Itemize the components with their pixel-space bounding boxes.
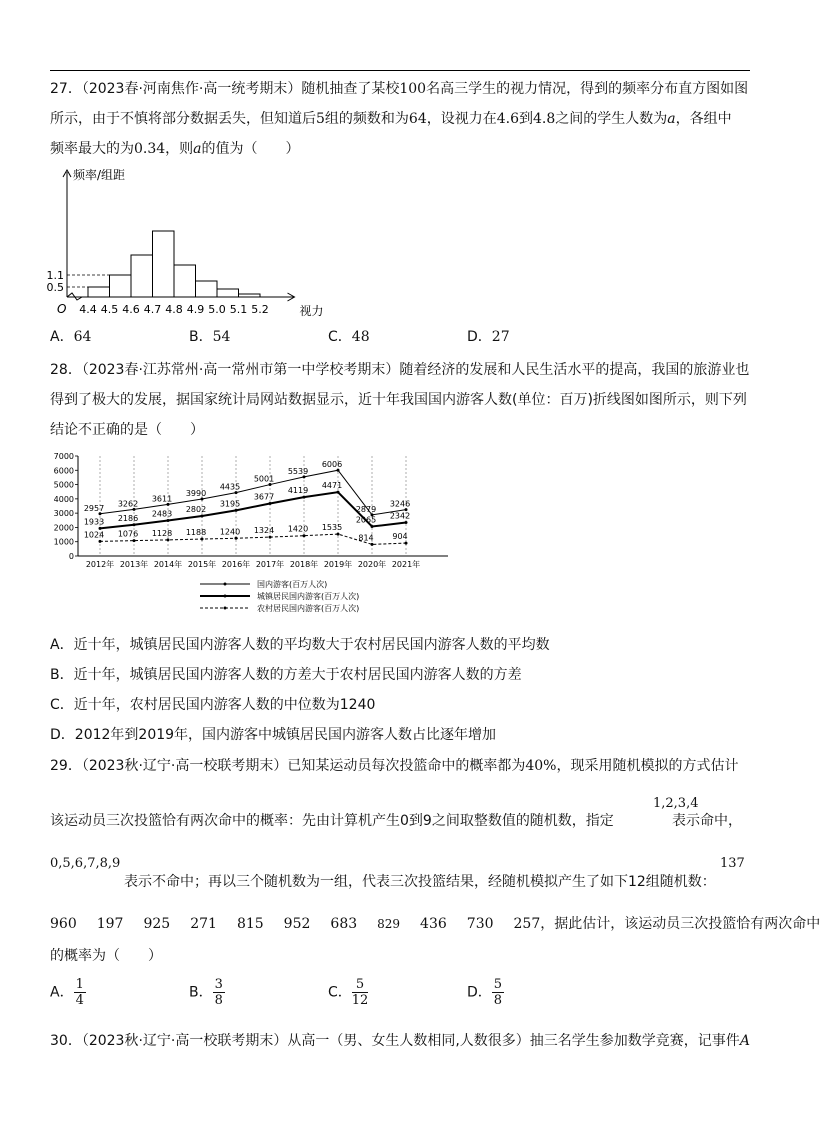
- q29-line-3: 表示不命中；再以三个随机数为一组，代表三次投篮结果，经随机模拟产生了如下12组随机数：: [124, 874, 716, 890]
- q29-line-4: [50, 913, 820, 933]
- chart-data-point: [337, 491, 340, 494]
- chart-y-tick-label: 7000: [53, 452, 74, 461]
- q28-number: 28．: [50, 362, 82, 378]
- q27-var: a: [193, 141, 202, 157]
- denominator: 12: [351, 993, 369, 1008]
- fraction: [492, 977, 504, 1008]
- option-text: 近十年，城镇居民国内游客人数的方差大于农村居民国内游客人数的方差: [73, 667, 522, 683]
- x-axis-label: 视力: [299, 304, 324, 318]
- option-label: C．: [50, 697, 74, 713]
- q27-number: 27．: [50, 81, 82, 97]
- option-label: A．: [50, 984, 74, 1001]
- histogram-bar: [196, 281, 218, 297]
- chart-data-label: 2342: [389, 511, 411, 521]
- q29-line-5: 的概率为（ ）: [50, 948, 162, 964]
- histogram-bar: [217, 289, 239, 297]
- q27-text: 名高三学生的视力情况，得到的频率分布直方图如图: [426, 81, 749, 97]
- q27-text: 之间的学生人数为: [555, 111, 668, 127]
- chart-data-label: 1024: [83, 530, 105, 540]
- chart-data-point: [201, 514, 204, 517]
- chart-x-tick-label: 2015年: [187, 560, 217, 569]
- option-label: D．: [467, 984, 492, 1001]
- q28-option-d[interactable]: [50, 724, 496, 744]
- chart-data-label: 3262: [117, 499, 139, 509]
- chart-data-point: [405, 542, 408, 545]
- x-tick-label: 5.0: [208, 303, 226, 316]
- chart-y-tick-label: 2000: [53, 523, 74, 533]
- random-number: 925: [143, 916, 171, 932]
- histogram-bar: [131, 255, 153, 297]
- q27-text: ，各组中: [675, 111, 732, 127]
- q27-text: ，则: [165, 141, 194, 157]
- option-label: D．: [50, 727, 75, 743]
- histogram-bar: [174, 265, 196, 297]
- chart-x-tick-label: 2012年: [85, 560, 115, 569]
- chart-x-tick-label: 2018年: [289, 560, 319, 569]
- q29-miss-set: 0,5,6,7,8,9: [50, 856, 121, 871]
- q29-text: ，现采用随机模拟的方式估计: [556, 758, 739, 774]
- chart-data-label: 3677: [253, 492, 275, 502]
- q28-line-1: [50, 355, 755, 385]
- chart-data-label: 1324: [253, 526, 275, 536]
- chart-data-point: [133, 539, 136, 542]
- chart-data-point: [405, 521, 408, 524]
- chart-x-tick-label: 2020年: [357, 560, 387, 569]
- random-number: 197: [96, 916, 124, 932]
- chart-data-point: [303, 496, 306, 499]
- chart-data-label: 4119: [287, 486, 309, 496]
- q29-text: 表示命中，: [672, 813, 742, 829]
- random-number: 960: [50, 916, 77, 932]
- q30-text: 从高一（男、女生人数相同,人数很多）抽三名学生参加数学竞赛，记事件: [287, 1033, 740, 1049]
- q27-text: 频率最大的为: [50, 141, 134, 157]
- origin-label: O: [57, 302, 67, 316]
- x-tick-label: 4.8: [165, 303, 183, 316]
- chart-data-label: 1076: [117, 529, 139, 539]
- chart-data-label: 2186: [117, 513, 139, 523]
- q27-text: 所示，由于不慎将部分数据丢失，但知道后: [50, 111, 316, 127]
- chart-x-tick-label: 2013年: [119, 560, 149, 569]
- chart-data-point: [167, 538, 170, 541]
- histogram-bar: [88, 287, 110, 297]
- option-label: B．: [50, 667, 74, 683]
- chart-data-label: 1535: [321, 523, 343, 533]
- q28-line-2: [50, 385, 755, 415]
- chart-data-point: [371, 525, 374, 528]
- chart-data-label: 3246: [389, 499, 411, 509]
- q30-var: A: [739, 1033, 750, 1049]
- histogram-bar: [239, 294, 261, 297]
- option-text: 近十年，城镇居民国内游客人数的平均数大于农村居民国内游客人数的平均数: [73, 637, 550, 653]
- option-label: A．: [50, 637, 74, 653]
- option-label: B．: [189, 329, 213, 345]
- random-number: 829: [377, 917, 401, 931]
- q27-option-c[interactable]: [328, 326, 370, 346]
- chart-data-point: [133, 523, 136, 526]
- histogram: [46, 166, 324, 318]
- chart-data-point: [269, 536, 272, 539]
- x-tick-label: 4.5: [100, 303, 119, 316]
- random-number: 436: [420, 916, 447, 932]
- option-label: C．: [328, 984, 352, 1001]
- question-30: [50, 1030, 750, 1050]
- chart-data-point: [337, 533, 340, 536]
- chart-x-tick-label: 2014年: [153, 560, 183, 569]
- q27-value: 100: [399, 81, 427, 97]
- q28-text: 结论不正确的是（ ）: [50, 422, 204, 438]
- chart-data-label: 2483: [151, 509, 173, 519]
- q27-option-b[interactable]: [189, 326, 230, 346]
- q27-value: 4.8: [533, 111, 556, 127]
- question-27: [50, 74, 755, 164]
- chart-data-label: 3611: [151, 494, 173, 504]
- q29-first-number: 137: [720, 856, 745, 871]
- q28-text: 得到了极大的发展，据国家统计局网站数据显示，近十年我国国内游客人数(单位：百万)折线图如图所示，则下列: [50, 392, 747, 408]
- legend-marker: [224, 595, 227, 598]
- chart-data-label: 6006: [321, 460, 343, 470]
- option-label: C．: [328, 329, 352, 345]
- chart-data-label: 4471: [321, 481, 343, 491]
- chart-y-tick-label: 1000: [53, 537, 74, 547]
- q29-text: 已知某运动员每次投篮命中的概率都为: [287, 758, 526, 774]
- chart-data-point: [99, 540, 102, 543]
- legend-label: 国内游客(百万人次): [257, 580, 328, 589]
- numerator: 3: [214, 977, 223, 992]
- q27-line-1: [50, 74, 755, 104]
- chart-x-tick-label: 2017年: [255, 560, 285, 569]
- q28-line-3: [50, 415, 755, 445]
- chart-y-tick-label: 5000: [53, 480, 74, 490]
- x-tick-label: 5.2: [251, 303, 269, 316]
- legend-label: 农村居民国内游客(百万人次): [257, 604, 360, 613]
- numerator: 5: [493, 977, 503, 992]
- random-number: 952: [283, 916, 311, 932]
- q27-value: 0.34: [134, 141, 166, 157]
- q29-value: 40%: [525, 758, 557, 774]
- chart-x-tick-label: 2016年: [221, 560, 251, 569]
- q28-option-c[interactable]: [50, 694, 375, 714]
- option-value: 27: [491, 329, 510, 345]
- x-tick-label: 5.1: [229, 303, 248, 316]
- numerator: 5: [352, 977, 369, 993]
- fraction: [352, 977, 369, 1008]
- q27-text: 到: [519, 111, 534, 127]
- question-28: [50, 355, 755, 445]
- q27-line-3: [50, 134, 755, 164]
- q27-value: 4.6: [496, 111, 520, 127]
- q29-source: （2023秋·辽宁·高一校联考期末）: [81, 758, 288, 774]
- random-number: 730: [466, 916, 494, 932]
- chart-data-point: [235, 537, 238, 540]
- histogram-bar: [153, 231, 175, 297]
- q29-number: 29．: [50, 758, 82, 774]
- legend-marker: [224, 607, 227, 610]
- option-value: 64: [73, 329, 92, 345]
- option-value: 48: [351, 329, 370, 345]
- chart-data-label: 2957: [83, 503, 105, 513]
- denominator: 4: [75, 993, 84, 1008]
- chart-data-label: 5001: [253, 474, 275, 484]
- option-text: 近十年，农村居民国内游客人数的中位数为1240: [73, 697, 376, 713]
- q29-text: 该运动员三次投篮恰有两次命中的概率：先由计算机产生0到9之间取整数值的随机数，指定: [50, 813, 614, 829]
- chart-y-tick-label: 4000: [53, 494, 74, 504]
- top-rule: [50, 70, 750, 71]
- chart-data-label: 2065: [355, 515, 377, 525]
- denominator: 8: [214, 993, 223, 1008]
- q29-line-1: [50, 755, 738, 775]
- option-text: 2012年到2019年，国内游客中城镇居民国内游客人数占比逐年增加: [74, 727, 497, 743]
- q27-value: 64: [408, 111, 427, 127]
- chart-data-label: 814: [358, 533, 374, 543]
- numerator: 1: [75, 977, 84, 992]
- y-axis-label: 频率/组距: [73, 168, 126, 182]
- q29-options: [50, 975, 750, 1015]
- x-tick-label: 4.9: [186, 303, 205, 316]
- q29-hit-set: 1,2,3,4: [653, 796, 699, 811]
- q29-option-c[interactable]: [328, 977, 368, 1008]
- q29-text: ，据此估计，该运动员三次投篮恰有两次命中: [540, 916, 820, 932]
- q27-source: （2023春·河南焦作·高一统考期末）: [81, 81, 302, 97]
- q28-option-a[interactable]: [50, 634, 550, 654]
- chart-data-label: 1240: [219, 527, 241, 537]
- q28-option-b[interactable]: [50, 664, 522, 684]
- chart-data-label: 1128: [151, 528, 173, 538]
- fraction: [74, 977, 86, 1008]
- option-label: A．: [50, 329, 74, 345]
- chart-y-tick-label: 3000: [53, 509, 74, 519]
- chart-data-point: [201, 538, 204, 541]
- line-chart: [50, 450, 480, 625]
- q27-option-a[interactable]: [50, 326, 91, 346]
- q30-source: （2023秋·辽宁·高一校联考期末）: [81, 1033, 288, 1049]
- chart-data-label: 3990: [185, 489, 207, 498]
- q27-text: 组的频数和为: [324, 111, 409, 127]
- chart-data-point: [303, 534, 306, 537]
- q29-option-a[interactable]: [50, 977, 86, 1008]
- option-value: 54: [212, 329, 231, 345]
- q29-random-numbers: [50, 916, 540, 932]
- q27-options: [50, 326, 750, 350]
- chart-y-tick-label: 6000: [53, 466, 74, 476]
- chart-data-point: [269, 502, 272, 505]
- chart-data-point: [371, 543, 374, 546]
- x-tick-label: 4.6: [122, 303, 140, 316]
- chart-y-tick-label: 0: [68, 552, 74, 561]
- chart-data-label: 904: [392, 532, 408, 542]
- x-tick-label: 4.4: [79, 303, 97, 316]
- random-number: 271: [190, 916, 217, 932]
- chart-data-label: 3195: [219, 499, 241, 509]
- chart-data-label: 4435: [219, 482, 241, 492]
- chart-data-label: 5539: [287, 466, 309, 476]
- fraction: [213, 977, 225, 1008]
- denominator: 8: [493, 993, 503, 1008]
- q27-line-2: [50, 104, 755, 134]
- q29-option-b[interactable]: [189, 977, 225, 1008]
- chart-x-tick-label: 2019年: [323, 560, 353, 569]
- chart-x-tick-label: 2021年: [391, 560, 421, 569]
- q27-text: 随机抽查了某校: [301, 81, 400, 97]
- q28-source: （2023春·江苏常州·高一常州市第一中学校考期末）: [81, 362, 400, 378]
- q27-option-d[interactable]: [467, 326, 510, 346]
- option-label: D．: [467, 329, 492, 345]
- option-label: B．: [189, 984, 213, 1001]
- chart-data-point: [235, 509, 238, 512]
- q27-value: 5: [316, 111, 325, 127]
- random-number: 815: [236, 916, 264, 932]
- q28-text: 随着经济的发展和人民生活水平的提高，我国的旅游业也: [399, 362, 750, 378]
- histogram-bar: [110, 275, 132, 297]
- chart-data-label: 1188: [185, 528, 207, 538]
- legend-marker: [224, 583, 227, 586]
- q27-text: 的值为（ ）: [201, 141, 300, 157]
- q27-var: a: [667, 111, 676, 127]
- x-tick-label: 4.7: [143, 303, 162, 316]
- q29-option-d[interactable]: [467, 977, 504, 1008]
- y-tick-label: 0.5: [46, 281, 64, 294]
- chart-data-point: [167, 519, 170, 522]
- q27-text: ，设视力在: [426, 111, 497, 127]
- chart-data-label: 2802: [185, 504, 207, 514]
- chart-data-label: 2879: [355, 504, 377, 514]
- q30-number: 30．: [50, 1033, 82, 1049]
- chart-data-label: 1933: [83, 517, 105, 527]
- legend-label: 城镇居民国内游客(百万人次): [257, 592, 360, 601]
- y-tick-label: 1.1: [46, 269, 64, 282]
- random-number: 683: [330, 916, 358, 932]
- q29-line-2: [50, 810, 614, 830]
- chart-data-label: 1420: [287, 524, 309, 534]
- random-number: 257: [513, 916, 541, 932]
